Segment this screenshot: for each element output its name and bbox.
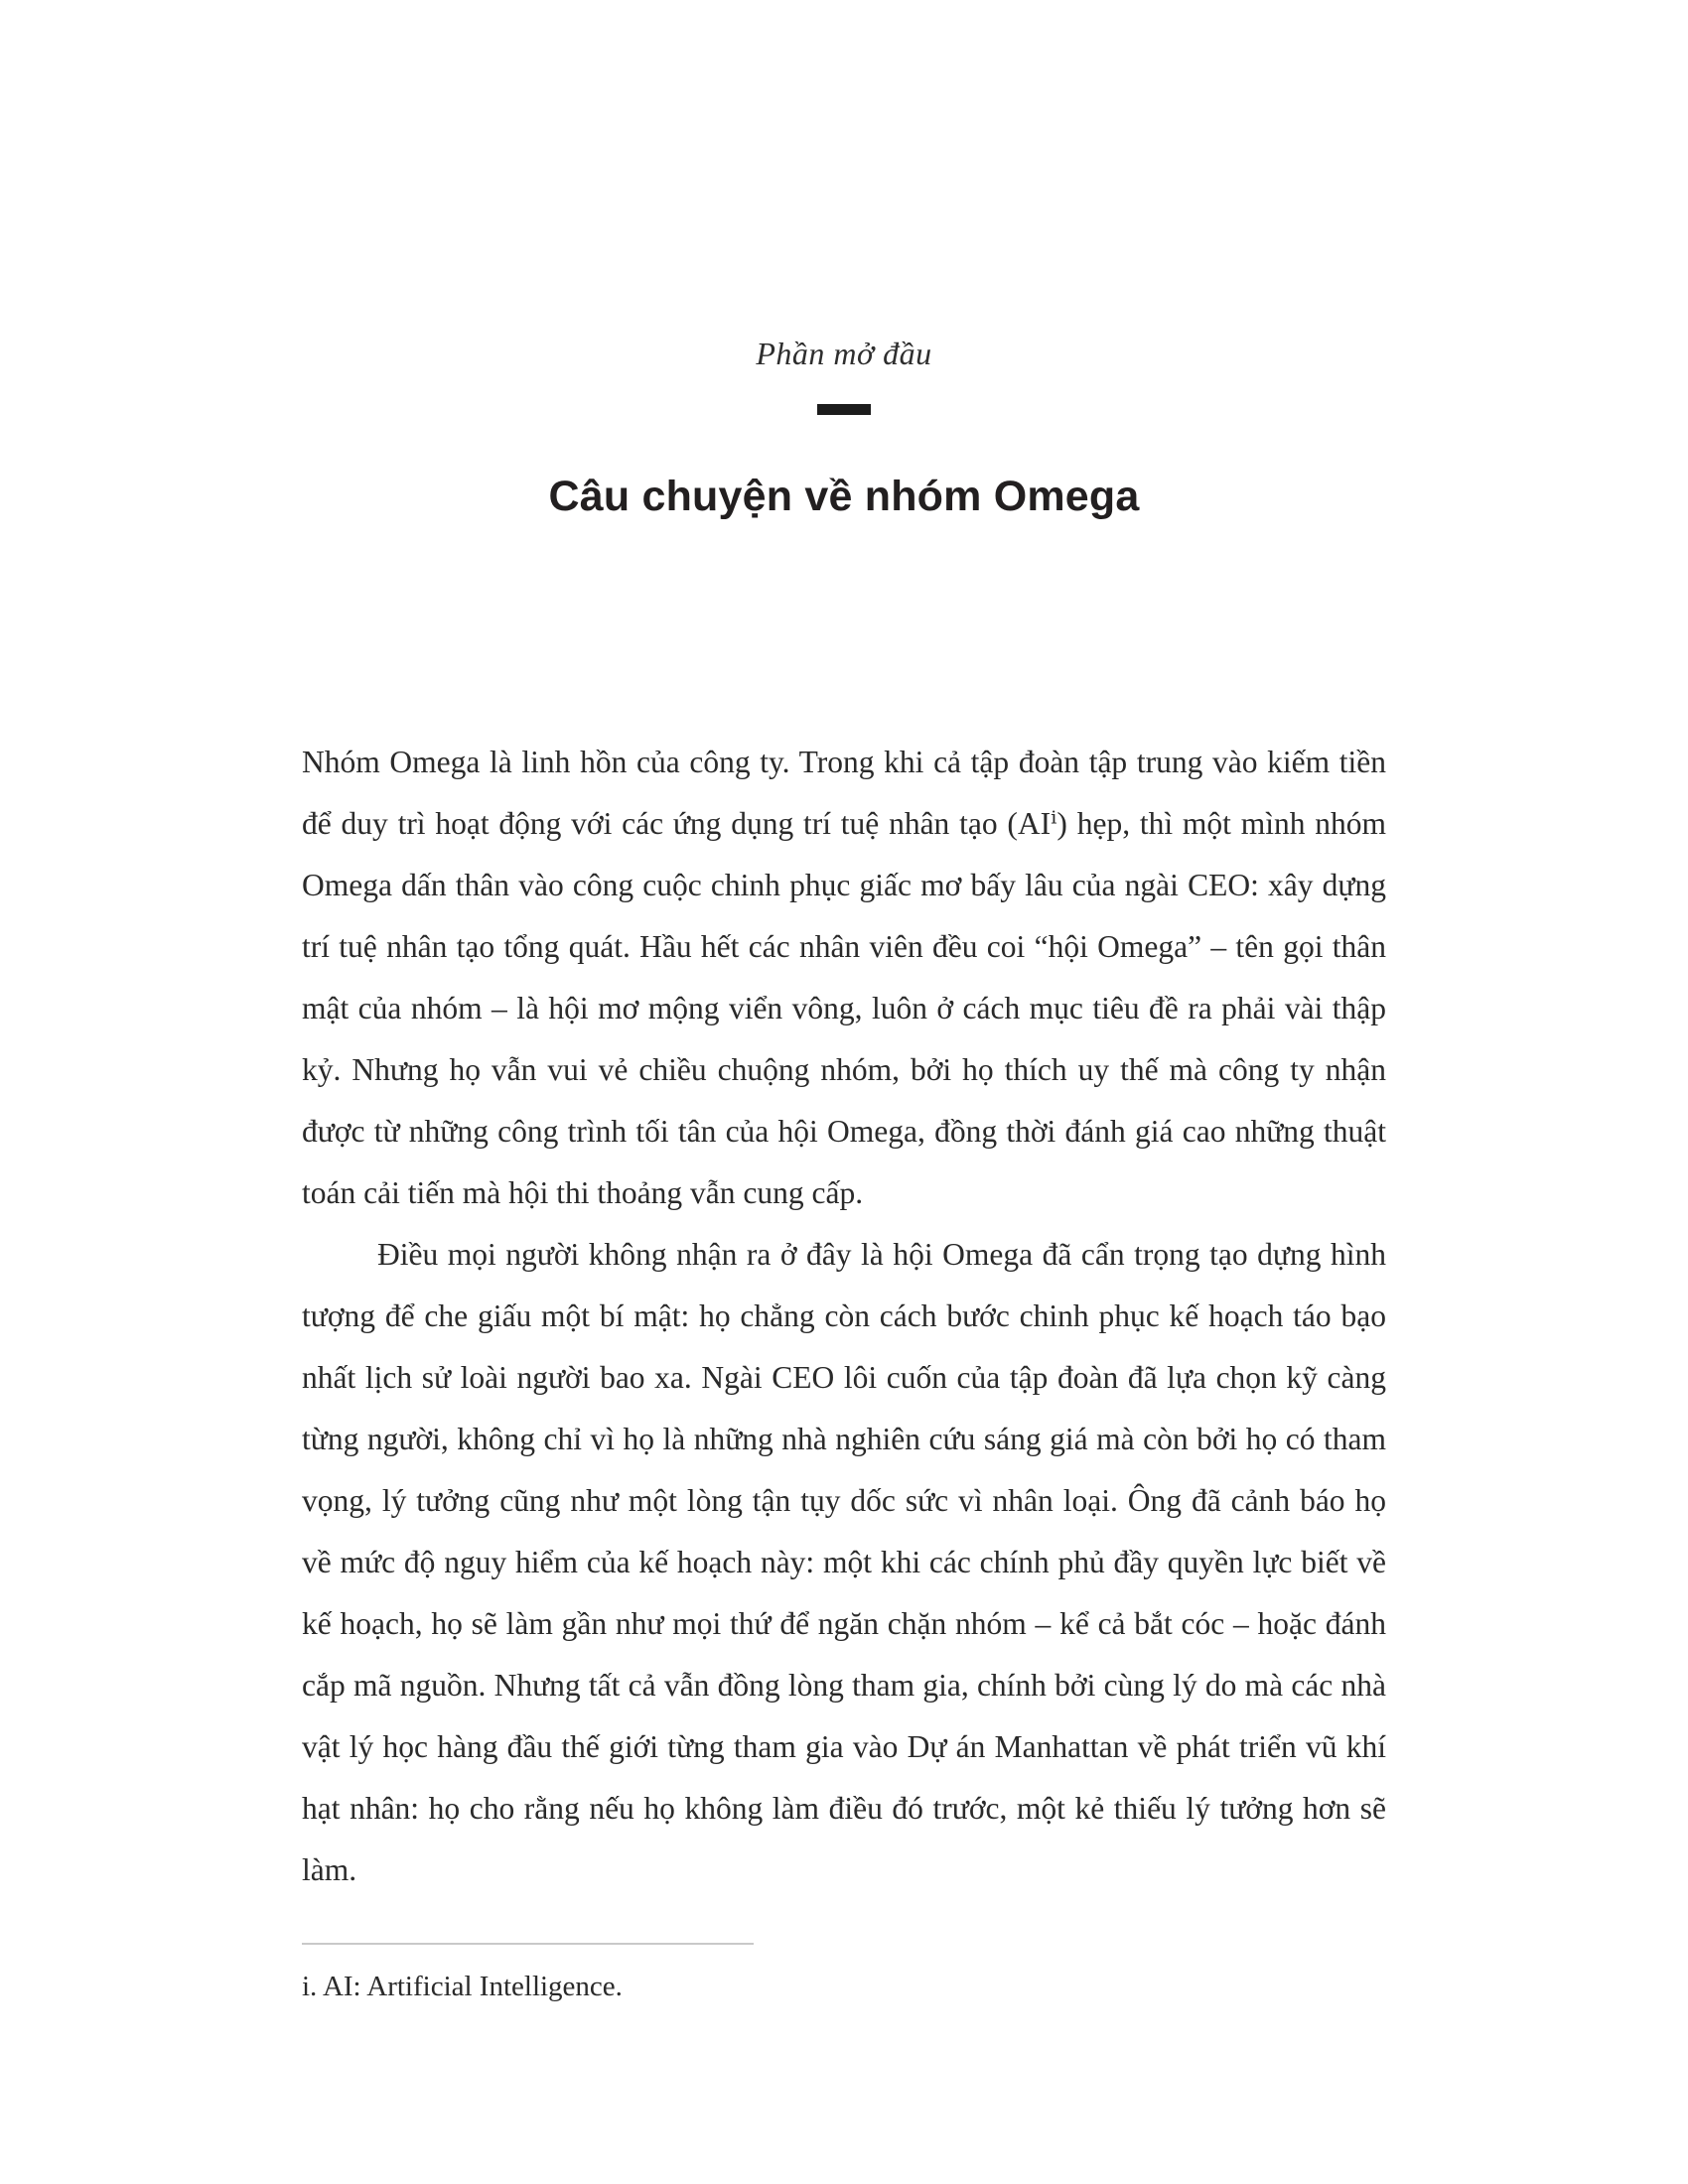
- footnote-text: i. AI: Artificial Intelligence.: [302, 1971, 623, 2002]
- divider-bar: [817, 404, 871, 415]
- body-text: [302, 732, 1386, 1901]
- footnote-area: [302, 1943, 1386, 2003]
- paragraph-2: Điều mọi người không nhận ra ở đây là hội Omega đã cẩn trọng tạo dựng hình tượng để che giấu một bí mật: họ chẳng còn cách bước chinh phục kế hoạch táo bạo nhất lịch sử loài người bao xa. Ngài CEO lôi cuốn của tập đoàn đã lựa chọn kỹ càng từng người, không chỉ vì họ là những nhà nghiên cứu sáng giá mà còn bởi họ có tham vọng, lý tưởng cũng như một lòng tận tụy dốc sức vì nhân loại. Ông đã cảnh báo họ về mức độ nguy hiểm của kế hoạch này: một khi các chính phủ đầy quyền lực biết về kế hoạch, họ sẽ làm gần như mọi thứ để ngăn chặn nhóm – kể cả bắt cóc – hoặc đánh cắp mã nguồn. Nhưng tất cả vẫn đồng lòng tham gia, chính bởi cùng lý do mà các nhà vật lý học hàng đầu thế giới từng tham gia vào Dự án Manhattan về phát triển vũ khí hạt nhân: họ cho rằng nếu họ không làm điều đó trước, một kẻ thiếu lý tưởng hơn sẽ làm.: [302, 1237, 1386, 1887]
- paragraph-1: Nhóm Omega là linh hồn của công ty. Trong khi cả tập đoàn tập trung vào kiếm tiền để duy trì hoạt động với các ứng dụng trí tuệ nhân tạo (AIⁱ) hẹp, thì một mình nhóm Omega dấn thân vào công cuộc chinh phục giấc mơ bấy lâu của ngài CEO: xây dựng trí tuệ nhân tạo tổng quát. Hầu hết các nhân viên đều coi “hội Omega” – tên gọi thân mật của nhóm – là hội mơ mộng viển vông, luôn ở cách mục tiêu đề ra phải vài thập kỷ. Nhưng họ vẫn vui vẻ chiều chuộng nhóm, bởi họ thích uy thế mà công ty nhận được từ những công trình tối tân của hội Omega, đồng thời đánh giá cao những thuật toán cải tiến mà hội thi thoảng vẫn cung cấp.: [302, 745, 1386, 1210]
- section-label: Phần mở đầu: [756, 336, 932, 371]
- chapter-title: Câu chuyện về nhóm Omega: [548, 473, 1140, 520]
- footnote-rule: [302, 1943, 754, 1945]
